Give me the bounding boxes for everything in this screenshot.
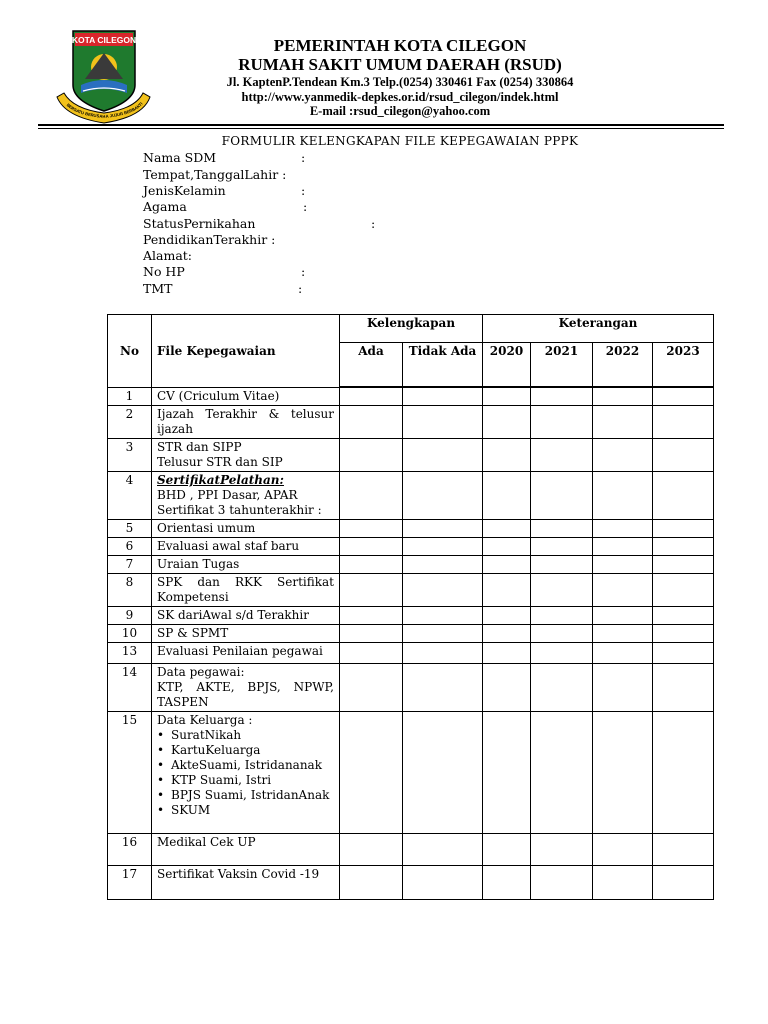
cell-2020[interactable]	[483, 664, 531, 712]
cell-ada[interactable]	[340, 664, 403, 712]
header-line-2: RUMAH SAKIT UMUM DAERAH (RSUD)	[238, 55, 562, 74]
row-file-label: CV (Criculum Vitae)	[152, 388, 340, 406]
table-row	[108, 388, 714, 406]
cell-ada[interactable]	[340, 538, 403, 556]
cell-2023[interactable]	[653, 607, 714, 625]
cell-2020[interactable]	[483, 406, 531, 439]
logo-ribbon-text: BERSATU BERUSAHA JUJUR BERBAKTI	[65, 101, 144, 120]
row-no: 10	[108, 625, 152, 643]
row-no: 8	[108, 574, 152, 607]
row-no: 16	[108, 834, 152, 866]
cell-2023[interactable]	[653, 643, 714, 664]
cell-2020[interactable]	[483, 643, 531, 664]
col-header-no: No	[108, 315, 152, 388]
col-header-file: File Kepegawaian	[152, 315, 340, 388]
row-file-label: Uraian Tugas	[152, 556, 340, 574]
cell-tidak-ada[interactable]	[403, 607, 483, 625]
cell-tidak-ada[interactable]	[403, 625, 483, 643]
cell-2020[interactable]	[483, 866, 531, 900]
list-item: • KartuKeluarga	[171, 743, 334, 758]
field-tmt: TMT	[143, 281, 173, 296]
logo-banner-text: KOTA CILEGON	[71, 35, 137, 45]
col-header-2021: 2021	[531, 343, 593, 387]
table-row	[108, 834, 714, 866]
row-file-label: Ijazah Terakhir & telusur ijazah	[152, 406, 340, 439]
row-file-label: Evaluasi awal staf baru	[152, 538, 340, 556]
cell-tidak-ada[interactable]	[403, 574, 483, 607]
field-jenis-kelamin: JenisKelamin	[143, 183, 226, 198]
cell-2023[interactable]	[653, 866, 714, 900]
table-row	[108, 664, 714, 712]
cell-tidak-ada[interactable]	[403, 866, 483, 900]
table-row	[108, 556, 714, 574]
field-status-pernikahan: StatusPernikahan	[143, 216, 256, 231]
row-no: 7	[108, 556, 152, 574]
header-line-1: PEMERINTAH KOTA CILEGON	[273, 36, 527, 55]
field-nama-sdm: Nama SDM	[143, 150, 217, 165]
cell-2023[interactable]	[653, 664, 714, 712]
cell-2023[interactable]	[653, 406, 714, 439]
col-header-2022: 2022	[593, 343, 653, 387]
cell-2020[interactable]	[483, 834, 531, 866]
cell-2022[interactable]	[593, 712, 653, 834]
row-file-label: Data pegawai: KTP, AKTE, BPJS, NPWP, TASPEN	[152, 664, 340, 712]
row-file-label: Orientasi umum	[152, 520, 340, 538]
row-file-label: Data Keluarga : • SuratNikah • KartuKeluarga • AkteSuami, Istridananak • KTP Suami, Istri • BPJS Suami, IstridanAnak • SKUM	[152, 712, 340, 834]
table-row	[108, 439, 714, 472]
cell-ada[interactable]	[340, 388, 403, 406]
table-row	[108, 520, 714, 538]
field-agama-colon: :	[303, 199, 308, 214]
cell-2022[interactable]	[593, 439, 653, 472]
list-item: • KTP Suami, Istri	[171, 773, 334, 788]
cell-2023[interactable]	[653, 556, 714, 574]
row-no: 4	[108, 472, 152, 520]
table-row	[108, 538, 714, 556]
cell-tidak-ada[interactable]	[403, 712, 483, 834]
cell-2023[interactable]	[653, 388, 714, 406]
col-header-kelengkapan: Kelengkapan	[340, 315, 483, 343]
table-row	[108, 643, 714, 664]
col-header-2023: 2023	[653, 343, 714, 387]
col-header-ada: Ada	[340, 343, 403, 387]
cell-ada[interactable]	[340, 439, 403, 472]
cell-2022[interactable]	[593, 472, 653, 520]
cell-2020[interactable]	[483, 520, 531, 538]
family-docs-list	[157, 728, 334, 818]
row-file-label: Sertifikat Vaksin Covid -19	[152, 866, 340, 900]
table-row	[108, 866, 714, 900]
row-file-label: SP & SPMT	[152, 625, 340, 643]
field-nama-sdm-colon: :	[301, 150, 306, 165]
cell-2020[interactable]	[483, 607, 531, 625]
cell-tidak-ada[interactable]	[403, 538, 483, 556]
header-email: E-mail :rsud_cilegon@yahoo.com	[309, 104, 491, 118]
cell-2020[interactable]	[483, 388, 531, 406]
cell-ada[interactable]	[340, 643, 403, 664]
row-file-label: SertifikatPelathan: BHD , PPI Dasar, APAR Sertifikat 3 tahunterakhir :	[152, 472, 340, 520]
cell-2021[interactable]	[531, 388, 593, 406]
row-no: 9	[108, 607, 152, 625]
cell-2022[interactable]	[593, 834, 653, 866]
cell-ada[interactable]	[340, 712, 403, 834]
cell-2022[interactable]	[593, 538, 653, 556]
row-no: 2	[108, 406, 152, 439]
header-divider-thin	[38, 128, 724, 129]
cell-2020[interactable]	[483, 712, 531, 834]
cell-2021[interactable]	[531, 625, 593, 643]
cell-2021[interactable]	[531, 607, 593, 625]
list-item: • SKUM	[171, 803, 334, 818]
cell-tidak-ada[interactable]	[403, 472, 483, 520]
cell-ada[interactable]	[340, 834, 403, 866]
cell-2023[interactable]	[653, 439, 714, 472]
cell-2021[interactable]	[531, 439, 593, 472]
cell-2021[interactable]	[531, 574, 593, 607]
field-agama: Agama	[143, 199, 187, 214]
cell-2022[interactable]	[593, 574, 653, 607]
field-alamat: Alamat:	[143, 248, 193, 263]
row-no: 13	[108, 643, 152, 664]
cell-2023[interactable]	[653, 625, 714, 643]
cell-ada[interactable]	[340, 556, 403, 574]
cell-tidak-ada[interactable]	[403, 834, 483, 866]
table-row	[108, 712, 714, 834]
list-item: • BPJS Suami, IstridanAnak	[171, 788, 334, 803]
cell-2020[interactable]	[483, 472, 531, 520]
cell-2022[interactable]	[593, 406, 653, 439]
cell-2021[interactable]	[531, 834, 593, 866]
row-no: 1	[108, 388, 152, 406]
table-row	[108, 607, 714, 625]
cell-ada[interactable]	[340, 574, 403, 607]
cell-tidak-ada[interactable]	[403, 664, 483, 712]
list-item: • SuratNikah	[171, 728, 334, 743]
cell-2020[interactable]	[483, 538, 531, 556]
cell-2021[interactable]	[531, 538, 593, 556]
cell-tidak-ada[interactable]	[403, 520, 483, 538]
cell-2020[interactable]	[483, 574, 531, 607]
cell-2022[interactable]	[593, 643, 653, 664]
table-row	[108, 625, 714, 643]
row-file-label: Evaluasi Penilaian pegawai	[152, 643, 340, 664]
cell-ada[interactable]	[340, 625, 403, 643]
cell-2022[interactable]	[593, 625, 653, 643]
cell-tidak-ada[interactable]	[403, 406, 483, 439]
cell-ada[interactable]	[340, 866, 403, 900]
col-header-2020: 2020	[483, 343, 531, 387]
cell-2023[interactable]	[653, 520, 714, 538]
header-website: http://www.yanmedik-depkes.or.id/rsud_cilegon/indek.html	[241, 90, 559, 104]
cell-tidak-ada[interactable]	[403, 556, 483, 574]
cell-2023[interactable]	[653, 574, 714, 607]
row-file-label: SK dariAwal s/d Terakhir	[152, 607, 340, 625]
cell-2020[interactable]	[483, 556, 531, 574]
cell-2023[interactable]	[653, 472, 714, 520]
table-row	[108, 472, 714, 520]
cell-2020[interactable]	[483, 439, 531, 472]
cell-2022[interactable]	[593, 520, 653, 538]
cell-ada[interactable]	[340, 472, 403, 520]
cell-2022[interactable]	[593, 556, 653, 574]
cell-ada[interactable]	[340, 406, 403, 439]
cell-ada[interactable]	[340, 607, 403, 625]
cell-2023[interactable]	[653, 834, 714, 866]
row-no: 14	[108, 664, 152, 712]
cell-2021[interactable]	[531, 556, 593, 574]
row-no: 5	[108, 520, 152, 538]
field-no-hp: No HP	[143, 264, 185, 279]
cell-2022[interactable]	[593, 664, 653, 712]
row-no: 17	[108, 866, 152, 900]
cell-2023[interactable]	[653, 538, 714, 556]
cell-2021[interactable]	[531, 472, 593, 520]
cell-2022[interactable]	[593, 388, 653, 406]
table-row	[108, 574, 714, 607]
cell-2020[interactable]	[483, 625, 531, 643]
row-no: 3	[108, 439, 152, 472]
cell-2021[interactable]	[531, 712, 593, 834]
list-item: • AkteSuami, Istridananak	[171, 758, 334, 773]
field-ttl: Tempat,TanggalLahir :	[143, 167, 287, 182]
cell-tidak-ada[interactable]	[403, 439, 483, 472]
file-kepegawaian-table	[107, 314, 714, 900]
row-no: 15	[108, 712, 152, 834]
field-pendidikan: PendidikanTerakhir :	[143, 232, 276, 247]
cell-2022[interactable]	[593, 607, 653, 625]
cell-2021[interactable]	[531, 406, 593, 439]
cell-ada[interactable]	[340, 520, 403, 538]
table-row	[108, 406, 714, 439]
col-header-tidak-ada: Tidak Ada	[403, 343, 483, 387]
row-file-label: Medikal Cek UP	[152, 834, 340, 866]
row-file-label: SPK dan RKK Sertifikat Kompetensi	[152, 574, 340, 607]
cell-2022[interactable]	[593, 866, 653, 900]
row-no: 6	[108, 538, 152, 556]
cell-2021[interactable]	[531, 520, 593, 538]
cell-2021[interactable]	[531, 866, 593, 900]
header-address: Jl. KaptenP.Tendean Km.3 Telp.(0254) 330461 Fax (0254) 330864	[226, 75, 574, 89]
cell-tidak-ada[interactable]	[403, 643, 483, 664]
field-tmt-colon: :	[298, 281, 303, 296]
cell-tidak-ada[interactable]	[403, 388, 483, 406]
cell-2023[interactable]	[653, 712, 714, 834]
row-file-label: STR dan SIPP Telusur STR dan SIP	[152, 439, 340, 472]
kota-cilegon-logo	[55, 27, 152, 125]
header-divider-thick	[38, 124, 724, 126]
cell-2021[interactable]	[531, 664, 593, 712]
col-header-keterangan: Keterangan	[483, 315, 714, 343]
field-jenis-kelamin-colon: :	[301, 183, 306, 198]
form-title: FORMULIR KELENGKAPAN FILE KEPEGAWAIAN PPPK	[221, 134, 579, 148]
field-status-pernikahan-colon: :	[371, 216, 376, 231]
field-no-hp-colon: :	[301, 264, 306, 279]
cell-2021[interactable]	[531, 643, 593, 664]
